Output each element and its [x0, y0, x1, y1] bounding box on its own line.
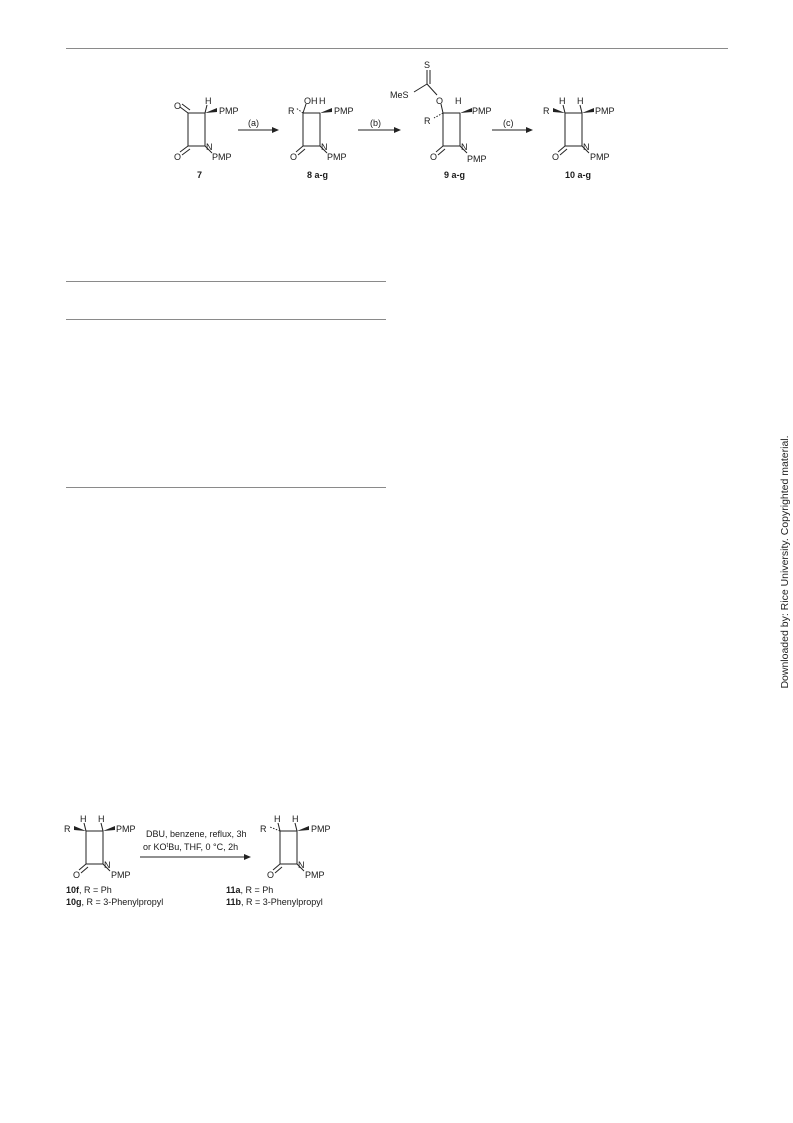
group-pmp: PMP [327, 152, 347, 162]
group-mes: MeS [390, 90, 409, 100]
arrow-label-a: (a) [248, 118, 259, 128]
atom-r: R [543, 106, 550, 116]
download-notice: Downloaded by: Rice University. Copyrighted material. [779, 435, 791, 689]
compound-7-structure [174, 96, 239, 162]
group-pmp: PMP [219, 106, 239, 116]
atom-o: O [174, 152, 182, 162]
legend-11a: 11a, R = Ph [226, 885, 274, 895]
scheme-1 [0, 0, 793, 220]
group-pmp: PMP [311, 824, 331, 834]
atom-o: O [267, 870, 275, 880]
atom-r: R [288, 106, 295, 116]
group-oh: OH [304, 96, 318, 106]
group-pmp: PMP [305, 870, 325, 880]
atom-h: H [98, 814, 105, 824]
arrow-label-b: (b) [370, 118, 381, 128]
atom-n: N [321, 142, 328, 152]
group-pmp: PMP [212, 152, 232, 162]
atom-o: O [174, 101, 182, 111]
table-top-rule [66, 281, 386, 282]
compound-11ab-structure [260, 814, 331, 880]
atom-n: N [298, 860, 305, 870]
atom-h: H [205, 96, 212, 106]
atom-h: H [319, 96, 326, 106]
atom-o: O [436, 96, 444, 106]
group-pmp: PMP [116, 824, 136, 834]
atom-n: N [206, 142, 213, 152]
atom-o: O [430, 152, 438, 162]
legend-11b: 11b, R = 3-Phenylpropyl [226, 897, 323, 907]
atom-h: H [292, 814, 299, 824]
group-pmp: PMP [595, 106, 615, 116]
conditions-line-1: DBU, benzene, reflux, 3h [146, 829, 247, 839]
compound-10-structure [543, 96, 615, 162]
atom-n: N [583, 142, 590, 152]
compound-label-8: 8 a-g [307, 170, 329, 180]
compound-9-structure [390, 60, 492, 164]
scheme-2 [0, 810, 400, 920]
compound-10fg-structure [64, 814, 136, 880]
conditions-line-2: or $KO^tBu$, THF, 0 °C, 2h [143, 842, 239, 852]
atom-n: N [104, 860, 111, 870]
legend-10g: 10g, R = 3-Phenylpropyl [66, 897, 164, 907]
group-pmp: PMP [467, 154, 487, 164]
group-pmp: PMP [334, 106, 354, 116]
arrow-label-c: (c) [503, 118, 514, 128]
atom-h: H [274, 814, 281, 824]
atom-o: O [552, 152, 560, 162]
group-pmp: PMP [111, 870, 131, 880]
group-pmp: PMP [472, 106, 492, 116]
atom-h: H [559, 96, 566, 106]
legend-10f: 10f, R = Ph [66, 885, 112, 895]
table-bottom-rule [66, 487, 386, 488]
atom-r: R [424, 116, 431, 126]
atom-n: N [461, 142, 468, 152]
table-header-rule [66, 319, 386, 320]
atom-h: H [455, 96, 462, 106]
atom-r: R [260, 824, 267, 834]
atom-s: S [424, 60, 431, 70]
atom-h: H [577, 96, 584, 106]
group-pmp: PMP [590, 152, 610, 162]
compound-label-10: 10 a-g [565, 170, 592, 180]
atom-r: R [64, 824, 71, 834]
compound-label-7: 7 [197, 170, 203, 180]
compound-8-structure [288, 96, 354, 162]
atom-h: H [80, 814, 87, 824]
atom-o: O [73, 870, 81, 880]
atom-o: O [290, 152, 298, 162]
compound-label-9: 9 a-g [444, 170, 466, 180]
